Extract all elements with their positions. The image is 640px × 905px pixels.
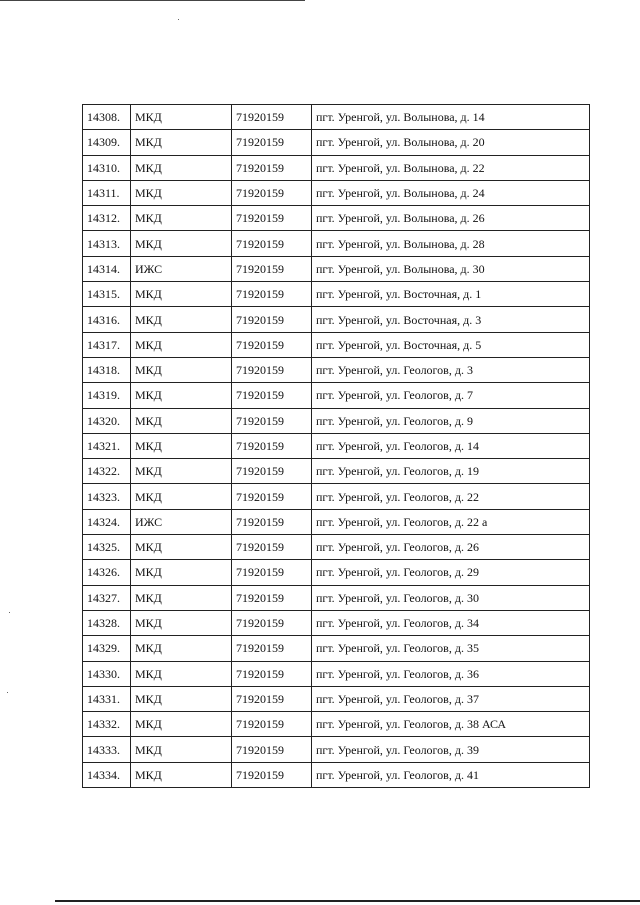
row-number-cell: 14333. — [83, 737, 131, 762]
oktmo-code-cell: 71920159 — [232, 762, 312, 787]
table-row — [83, 661, 590, 686]
address-cell: пгт. Уренгой, ул. Геологов, д. 9 — [312, 408, 590, 433]
row-number-cell: 14312. — [83, 206, 131, 231]
address-cell: пгт. Уренгой, ул. Восточная, д. 5 — [312, 332, 590, 357]
address-registry-table — [82, 104, 590, 788]
row-number-cell: 14330. — [83, 661, 131, 686]
table-row — [83, 130, 590, 155]
row-number-cell: 14331. — [83, 686, 131, 711]
table-row — [83, 762, 590, 787]
oktmo-code-cell: 71920159 — [232, 560, 312, 585]
oktmo-code-cell: 71920159 — [232, 661, 312, 686]
row-number-cell: 14332. — [83, 712, 131, 737]
oktmo-code-cell: 71920159 — [232, 206, 312, 231]
address-cell: пгт. Уренгой, ул. Геологов, д. 34 — [312, 610, 590, 635]
table-row — [83, 737, 590, 762]
top-page-rule — [0, 0, 305, 1]
oktmo-code-cell: 71920159 — [232, 332, 312, 357]
oktmo-code-cell: 71920159 — [232, 535, 312, 560]
oktmo-code-cell: 71920159 — [232, 282, 312, 307]
row-number-cell: 14320. — [83, 408, 131, 433]
address-cell: пгт. Уренгой, ул. Волынова, д. 26 — [312, 206, 590, 231]
building-type-cell: МКД — [131, 105, 232, 130]
building-type-cell: МКД — [131, 307, 232, 332]
building-type-cell: МКД — [131, 408, 232, 433]
row-number-cell: 14325. — [83, 535, 131, 560]
oktmo-code-cell: 71920159 — [232, 686, 312, 711]
table-row — [83, 610, 590, 635]
building-type-cell: МКД — [131, 357, 232, 382]
building-type-cell: МКД — [131, 661, 232, 686]
building-type-cell: МКД — [131, 383, 232, 408]
building-type-cell: МКД — [131, 332, 232, 357]
table-row — [83, 686, 590, 711]
address-cell: пгт. Уренгой, ул. Волынова, д. 20 — [312, 130, 590, 155]
address-cell: пгт. Уренгой, ул. Геологов, д. 29 — [312, 560, 590, 585]
oktmo-code-cell: 71920159 — [232, 155, 312, 180]
oktmo-code-cell: 71920159 — [232, 484, 312, 509]
building-type-cell: МКД — [131, 560, 232, 585]
address-cell: пгт. Уренгой, ул. Геологов, д. 14 — [312, 433, 590, 458]
building-type-cell: МКД — [131, 610, 232, 635]
oktmo-code-cell: 71920159 — [232, 610, 312, 635]
registry-body — [83, 105, 590, 788]
row-number-cell: 14313. — [83, 231, 131, 256]
row-number-cell: 14328. — [83, 610, 131, 635]
building-type-cell: МКД — [131, 180, 232, 205]
address-cell: пгт. Уренгой, ул. Геологов, д. 37 — [312, 686, 590, 711]
table-row — [83, 509, 590, 534]
oktmo-code-cell: 71920159 — [232, 585, 312, 610]
building-type-cell: МКД — [131, 535, 232, 560]
row-number-cell: 14326. — [83, 560, 131, 585]
building-type-cell: МКД — [131, 484, 232, 509]
address-cell: пгт. Уренгой, ул. Геологов, д. 39 — [312, 737, 590, 762]
table-row — [83, 231, 590, 256]
address-cell: пгт. Уренгой, ул. Геологов, д. 35 — [312, 636, 590, 661]
oktmo-code-cell: 71920159 — [232, 509, 312, 534]
row-number-cell: 14334. — [83, 762, 131, 787]
oktmo-code-cell: 71920159 — [232, 459, 312, 484]
bottom-page-rule — [55, 900, 640, 902]
table-row — [83, 357, 590, 382]
row-number-cell: 14322. — [83, 459, 131, 484]
oktmo-code-cell: 71920159 — [232, 231, 312, 256]
building-type-cell: МКД — [131, 130, 232, 155]
row-number-cell: 14309. — [83, 130, 131, 155]
address-cell: пгт. Уренгой, ул. Геологов, д. 3 — [312, 357, 590, 382]
row-number-cell: 14318. — [83, 357, 131, 382]
address-cell: пгт. Уренгой, ул. Восточная, д. 1 — [312, 282, 590, 307]
address-cell: пгт. Уренгой, ул. Геологов, д. 19 — [312, 459, 590, 484]
table-row — [83, 484, 590, 509]
oktmo-code-cell: 71920159 — [232, 737, 312, 762]
table-row — [83, 282, 590, 307]
address-cell: пгт. Уренгой, ул. Геологов, д. 41 — [312, 762, 590, 787]
row-number-cell: 14308. — [83, 105, 131, 130]
address-cell: пгт. Уренгой, ул. Волынова, д. 24 — [312, 180, 590, 205]
table-row — [83, 105, 590, 130]
address-cell: пгт. Уренгой, ул. Волынова, д. 22 — [312, 155, 590, 180]
address-cell: пгт. Уренгой, ул. Волынова, д. 28 — [312, 231, 590, 256]
table-row — [83, 535, 590, 560]
table-row — [83, 256, 590, 281]
scan-speck — [9, 612, 10, 613]
address-cell: пгт. Уренгой, ул. Геологов, д. 38 АСА — [312, 712, 590, 737]
scan-speck — [7, 692, 8, 693]
building-type-cell: МКД — [131, 433, 232, 458]
row-number-cell: 14329. — [83, 636, 131, 661]
building-type-cell: МКД — [131, 459, 232, 484]
row-number-cell: 14310. — [83, 155, 131, 180]
row-number-cell: 14314. — [83, 256, 131, 281]
oktmo-code-cell: 71920159 — [232, 307, 312, 332]
address-cell: пгт. Уренгой, ул. Геологов, д. 36 — [312, 661, 590, 686]
address-cell: пгт. Уренгой, ул. Геологов, д. 22 — [312, 484, 590, 509]
building-type-cell: МКД — [131, 585, 232, 610]
oktmo-code-cell: 71920159 — [232, 383, 312, 408]
row-number-cell: 14319. — [83, 383, 131, 408]
row-number-cell: 14316. — [83, 307, 131, 332]
building-type-cell: МКД — [131, 686, 232, 711]
table-row — [83, 636, 590, 661]
address-cell: пгт. Уренгой, ул. Геологов, д. 7 — [312, 383, 590, 408]
address-cell: пгт. Уренгой, ул. Геологов, д. 30 — [312, 585, 590, 610]
table-row — [83, 585, 590, 610]
table-row — [83, 459, 590, 484]
table-row — [83, 307, 590, 332]
table-row — [83, 332, 590, 357]
building-type-cell: ИЖС — [131, 256, 232, 281]
row-number-cell: 14323. — [83, 484, 131, 509]
building-type-cell: МКД — [131, 762, 232, 787]
oktmo-code-cell: 71920159 — [232, 433, 312, 458]
table-row — [83, 180, 590, 205]
row-number-cell: 14321. — [83, 433, 131, 458]
building-type-cell: ИЖС — [131, 509, 232, 534]
oktmo-code-cell: 71920159 — [232, 105, 312, 130]
row-number-cell: 14311. — [83, 180, 131, 205]
building-type-cell: МКД — [131, 737, 232, 762]
building-type-cell: МКД — [131, 636, 232, 661]
oktmo-code-cell: 71920159 — [232, 408, 312, 433]
row-number-cell: 14327. — [83, 585, 131, 610]
row-number-cell: 14315. — [83, 282, 131, 307]
address-cell: пгт. Уренгой, ул. Восточная, д. 3 — [312, 307, 590, 332]
oktmo-code-cell: 71920159 — [232, 130, 312, 155]
oktmo-code-cell: 71920159 — [232, 180, 312, 205]
table-row — [83, 155, 590, 180]
table-row — [83, 433, 590, 458]
oktmo-code-cell: 71920159 — [232, 712, 312, 737]
table-row — [83, 383, 590, 408]
table-row — [83, 712, 590, 737]
building-type-cell: МКД — [131, 231, 232, 256]
row-number-cell: 14317. — [83, 332, 131, 357]
building-type-cell: МКД — [131, 206, 232, 231]
table-row — [83, 408, 590, 433]
address-cell: пгт. Уренгой, ул. Волынова, д. 14 — [312, 105, 590, 130]
building-type-cell: МКД — [131, 712, 232, 737]
address-cell: пгт. Уренгой, ул. Геологов, д. 22 а — [312, 509, 590, 534]
building-type-cell: МКД — [131, 282, 232, 307]
oktmo-code-cell: 71920159 — [232, 357, 312, 382]
building-type-cell: МКД — [131, 155, 232, 180]
address-cell: пгт. Уренгой, ул. Геологов, д. 26 — [312, 535, 590, 560]
oktmo-code-cell: 71920159 — [232, 256, 312, 281]
oktmo-code-cell: 71920159 — [232, 636, 312, 661]
table-row — [83, 560, 590, 585]
table-row — [83, 206, 590, 231]
scan-speck — [178, 19, 179, 20]
row-number-cell: 14324. — [83, 509, 131, 534]
address-cell: пгт. Уренгой, ул. Волынова, д. 30 — [312, 256, 590, 281]
